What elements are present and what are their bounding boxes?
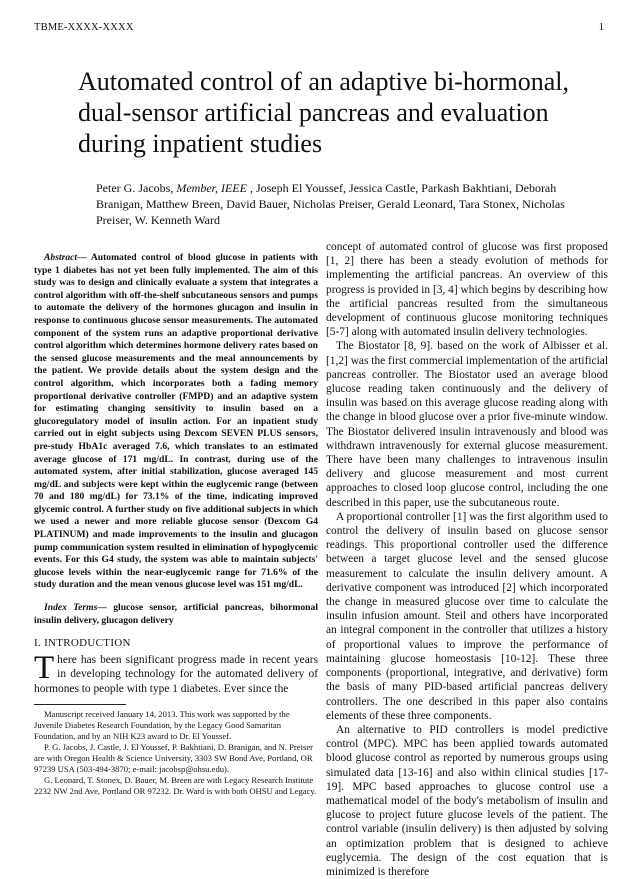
section-heading-introduction: I. INTRODUCTION [34, 637, 131, 650]
footnote-ohsu-authors: P. G. Jacobs, J. Castle, J. El Youssef, P. Bakhtiani, D. Branigan, and N. Preiser are with Oregon Health & Science University, 3303 SW Bond Ave, Portland, OR 97239 USA (503-494-3870; e-mail: jacobsp@ohsu.edu). [34, 741, 314, 774]
body-paragraph: A proportional controller [1] was the first algorithm used to control the delivery of insulin based on glucose sensor readings. This proportional controller used the difference between a target glucose level and the sensed glucose measurement to calculate the insulin delivery amount. A derivative component was introduced [2] which incorporated the change in measured glucose over time to calculate the insulin infusion amount. Steil and others have incorporated an integral component in the controller that utilizes a history of proportional values to improve the performance of maintaining glucose homeostasis [10-12]. These three components (proportional, integrative, and derivative) form the basis of many PID-based artificial pancreas delivery controllers. The one described in this paper also contains elements of these three components. [326, 510, 608, 722]
first-author-affiliation: Member, IEEE [176, 181, 247, 195]
left-column [34, 240, 318, 797]
paper-title: Automated control of an adaptive bi-hormonal, dual-sensor artificial pancreas and evaluation during inpatient studies [78, 67, 569, 158]
abstract-text: Automated control of blood glucose in patients with type 1 diabetes has not yet been fully implemented. The aim of this study was to design and clinically evaluate a system that integrates a control algorithm with off-the-shelf subcutaneous sensors and pumps to automate the delivery of the hormones glucagon and insulin in response to continuous glucose sensor measurements. The automated component of the system runs an adaptive proportional derivative control algorithm which determines hormone delivery rates based on the sensed glucose measurements and the meal announcements by the patient. We provide details about the system design and the control algorithm, which incorporates both a fading memory proportional derivative controller (FMPD) and an adaptive system for estimating changing sensitivity to insulin based on a glucoregulatory model of insulin action. For an inpatient study carried out in eight subjects using Dexcom SEVEN PLUS sensors, pre-study HbA1c averaged 7.6, which translates to an estimated average glucose of 171 mg/dL. In contrast, during use of the automated system, after initial stabilization, glucose averaged 145 mg/dL and subjects were kept within the euglycemic range (between 70 and 180 mg/dL) for 73.1% of the time, indicating improved glycemic control. A further study on five additional subjects in which we used a newer and more reliable glucose sensor (Dexcom G4 PLATINUM) and made improvements to the insulin and glucagon pump communication system resulted in elimination of hypoglycemic events. For this G4 study, the system was able to maintain subjects' glucose levels within the near-euglycemic range for 71.6% of the study duration and the mean venous glucose level was 151 mg/dL. [34, 252, 318, 591]
intro-text: here has been significant progress made in recent years in developing technology for the automated delivery of hormones to people with type 1 diabetes. Ever since the [34, 654, 318, 695]
intro-paragraph [34, 650, 318, 696]
journal-id: TBME-XXXX-XXXX [34, 22, 134, 33]
body-paragraph: concept of automated control of glucose was first proposed [1, 2] there has been a steady evolution of methods for implementing the artificial pancreas. An overview of this progress is provided in [3, 4] which begins by describing how the artificial pancreas resulted from the simultaneous development of continuous glucose monitoring techniques [5-7] along with automated insulin delivery technologies. [326, 241, 608, 339]
first-author: Peter G. Jacobs, [96, 181, 177, 195]
author-list [96, 180, 566, 228]
page-number: 1 [598, 22, 604, 33]
index-terms [34, 602, 318, 627]
footnote-manuscript: Manuscript received January 14, 2013. This work was supported by the Juvenile Diabetes Research Foundation, by the Legacy Good Samaritan Foundation, and by an NIH K23 award to Dr. El Youssef. [34, 708, 290, 741]
body-paragraph: An alternative to PID controllers is model predictive control (MPC). MPC has been applied towards automated blood glucose control as reported by numerous groups using simulated data [13-16] and also within clinical studies [17-19]. MPC based approaches to glucose control use a mathematical model of the body's metabolism of insulin and glucose to project future glucose levels of the patient. The control variable (insulin delivery) is then adjusted by solving an optimization problem that is designed to achieve euglycemia. The design of the cost equation that is minimized is therefore [326, 723, 608, 878]
footnote-legacy-authors: G. Leonard, T. Stonex, D. Bauer, M. Breen are with Legacy Research Institute 2232 NW 2nd Ave, Portland OR 97232. Dr. Ward is with both OHSU and Legacy. [34, 774, 317, 796]
body-paragraph: The Biostator [8, 9]. based on the work of Albisser et al. [1,2] was the first commercial implementation of the artificial pancreas controller. The Biostator used an average blood glucose reading taken continuously and the delivery of insulin was based on this average glucose reading along with the change in blood glucose over a prior five-minute window. The Biostator delivered insulin intravenously and blood was withdrawn intravenously for external glucose measurement. There have been many challenges to intravenous insulin delivery and glucose measurement and most current approaches to closed loop glucose control, including the one described in this paper, use the subcutaneous route. [326, 340, 608, 509]
index-terms-text: glucose sensor, artificial pancreas, bihormonal insulin delivery, glucagon delivery [34, 602, 318, 626]
footnote-divider [34, 704, 126, 705]
abstract-dash: — [77, 252, 91, 263]
drop-cap: T [34, 650, 55, 687]
index-terms-lead: Index Terms [44, 602, 98, 614]
index-terms-dash: — [97, 602, 114, 614]
abstract [34, 252, 318, 592]
right-column [326, 240, 608, 879]
other-authors: , Joseph El Youssef, Jessica Castle, Parkash Bakhtiani, Deborah Branigan, Matthew Breen, David Bauer, Nicholas Preiser, Gerald Leonard, Tara Stonex, Nicholas Preiser, W. Kenneth Ward [96, 181, 565, 227]
abstract-lead: Abstract [44, 252, 78, 263]
